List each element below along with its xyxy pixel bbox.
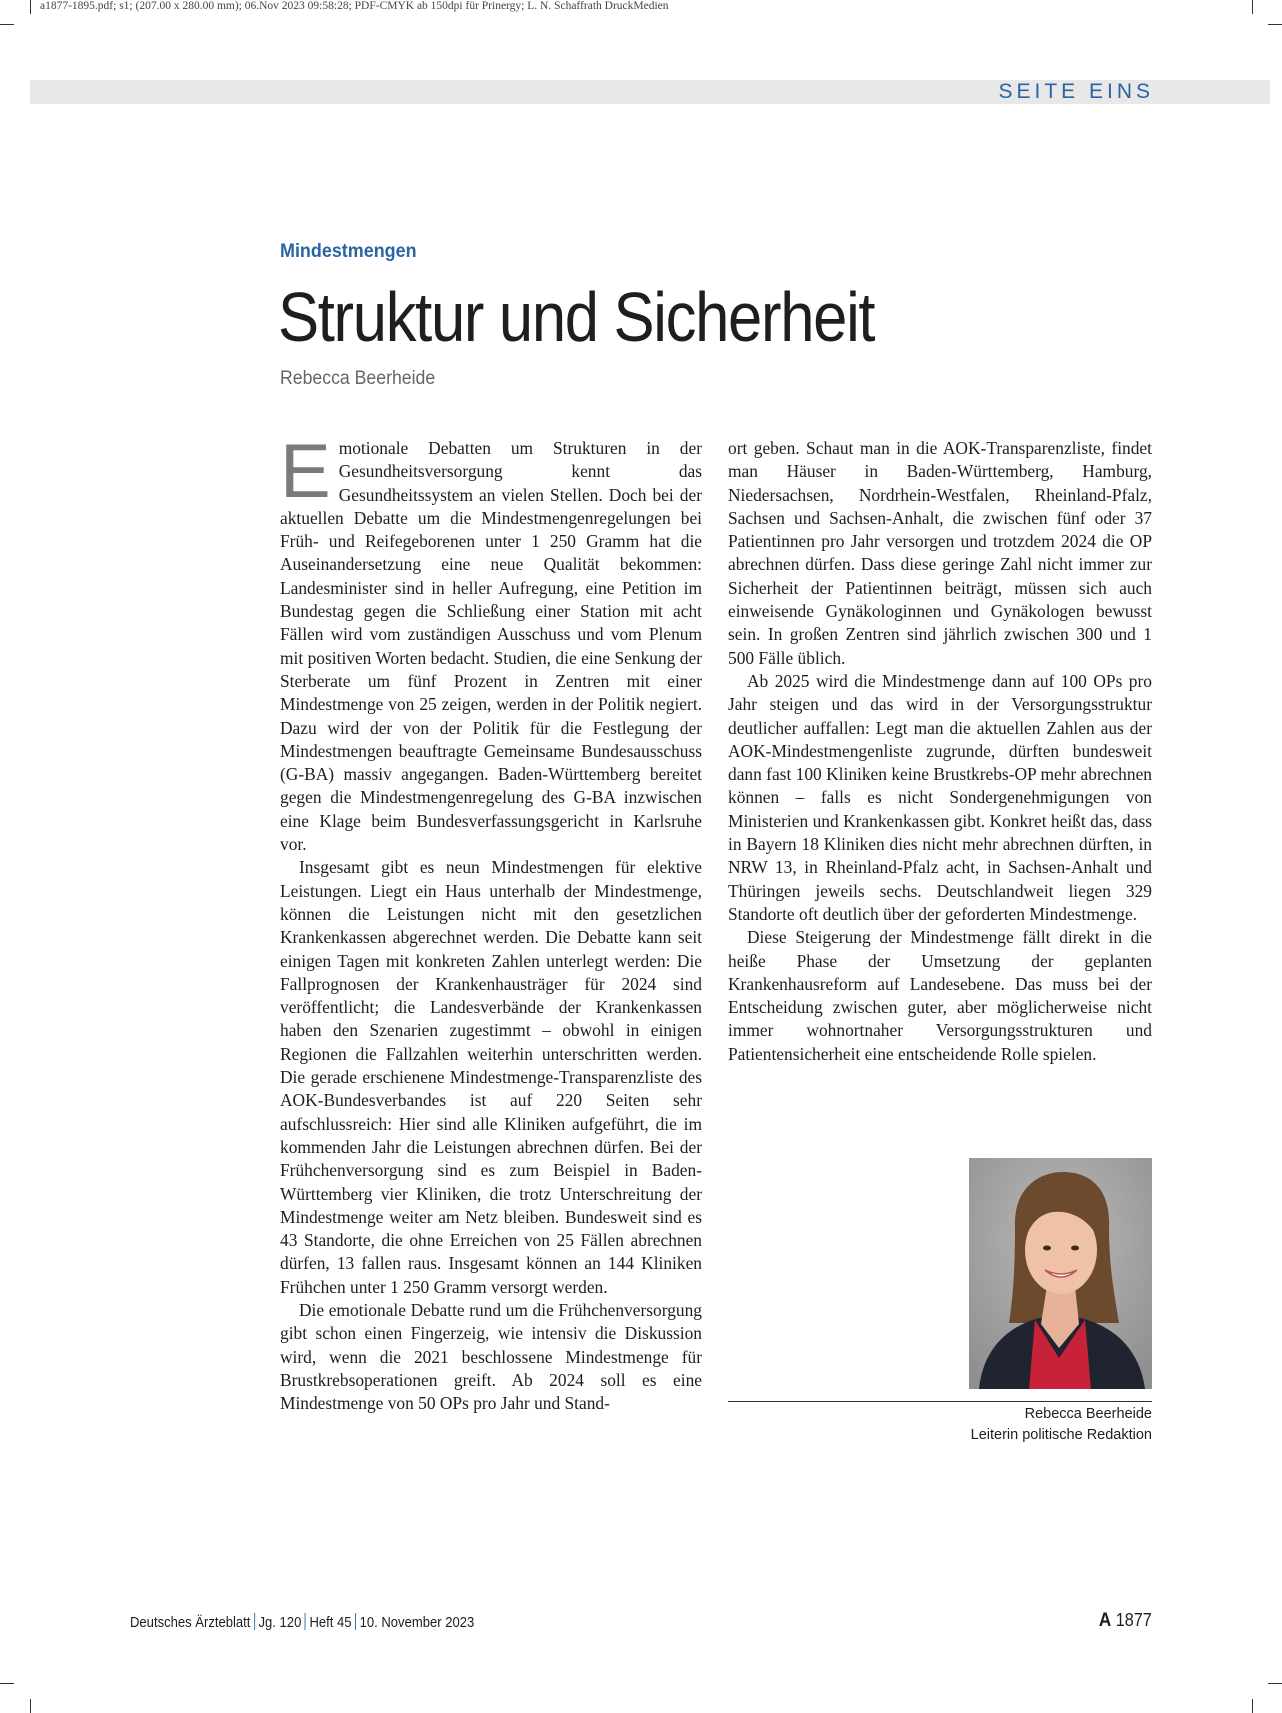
caption-name: Rebecca Beerheide <box>1024 1406 1152 1422</box>
paragraph: Die emotionale Debatte rund um die Frühchenversorgung gibt schon einen Fingerzeig, wie intensiv die Diskussion wird, wenn die 2021 beschlossene Mindestmenge für Brustkrebsoperationen greift. Ab 2024 soll es eine Mindestmenge von 50 OPs pro Jahr und Stand- <box>280 1299 702 1414</box>
page-prefix: A <box>1099 1610 1112 1631</box>
article-kicker: Mindestmengen <box>280 240 417 262</box>
caption-role: Leiterin politische Redaktion <box>970 1427 1152 1443</box>
paragraph <box>280 429 702 856</box>
article-column-1 <box>280 429 702 1415</box>
crop-mark <box>30 0 31 14</box>
crop-mark <box>1268 24 1282 25</box>
portrait-illustration <box>969 1158 1152 1389</box>
separator <box>254 1613 255 1630</box>
paragraph-text: motionale Debatten um Strukturen in der Gesundheitsversorgung kennt das Gesundheitssystem an vielen Stellen. Doch bei der aktuellen Debatte um die Mindestmengenregelungen bei Früh- und Reifegeborenen unter 1 250 Gramm hat die Auseinandersetzung eine neue Qualität bekommen: Landesminister sind in heller Aufregung, eine Petition im Bundestag gegen die Schließung einer Station mit acht Fällen wird vom zuständigen Ausschuss und vom Plenum mit positiven Worten bedacht. Studien, die eine Senkung der Sterberate um fünf Prozent in Zentren mit einer Mindestmenge von 25 zeigen, werden in der Politik negiert. Dazu wird der von der Politik für die Festlegung der Mindestmengen beauftragte Gemeinsame Bundesausschuss (G-BA) massiv angegangen. Baden-Württemberg bereitet gegen die Mindestmengenregelung des G-BA inzwischen eine Klage beim Bundesverfassungsgericht in Karlsruhe vor. <box>280 438 702 855</box>
journal-name: Deutsches Ärzteblatt <box>130 1615 251 1631</box>
issue-date: 10. November 2023 <box>359 1615 475 1631</box>
section-label: SEITE EINS <box>998 80 1154 103</box>
article-headline: Struktur und Sicherheit <box>278 278 875 356</box>
footer-citation <box>130 1613 474 1631</box>
page-number <box>1099 1610 1152 1632</box>
crop-mark <box>0 24 14 25</box>
paragraph: Insgesamt gibt es neun Mindestmengen für elektive Leistungen. Liegt ein Haus unterhalb der Mindestmenge, können die Leistungen nicht mit den gesetzlichen Krankenkassen abgerechnet werden. Die Debatte kann seit einigen Tagen mit konkreten Zahlen unterlegt werden: Die Fallprognosen der Krankenhausträger für 2024 sind veröffentlicht; die Landesverbände der Krankenkassen haben den Szenarien zugestimmt – obwohl in einigen Regionen die Fallzahlen weiterhin unterschritten werden. Die gerade erschienene Mindestmenge-Transparenzliste des AOK-Bundesverbandes ist auf 220 Seiten sehr aufschlussreich: Hier sind alle Kliniken aufgeführt, die im kommenden Jahr die Leistungen abrechnen dürfen. Bei der Frühchenversorgung sind es zum Beispiel in Baden-Württemberg vier Kliniken, die trotz Unterschreitung der Mindestmenge weiter am Netz bleiben. Bundesweit sind es 43 Standorte, die ohne Erreichen von 25 Fällen abrechnen dürfen, 13 fallen raus. Insgesamt können an 144 Kliniken Frühchen unter 1 250 Gramm versorgt werden. <box>280 857 702 1297</box>
crop-mark <box>1252 0 1253 14</box>
paragraph: Diese Steigerung der Mindestmenge fällt direkt in die heiße Phase der Umsetzung der geplanten Krankenhausreform auf Landesebene. Das muss bei der Entscheidung zwischen guter, aber möglicherweise nicht immer wohnortnaher Versorgungsstrukturen und Patientensicherheit eine entscheidende Rolle spielen. <box>728 927 1152 1064</box>
separator <box>355 1613 356 1630</box>
issue: Heft 45 <box>309 1615 352 1631</box>
crop-mark <box>30 1699 31 1713</box>
separator <box>305 1613 306 1630</box>
article-column-2 <box>728 437 1152 1066</box>
volume: Jg. 120 <box>258 1615 302 1631</box>
page-value: 1877 <box>1115 1610 1152 1630</box>
article-author: Rebecca Beerheide <box>280 368 436 389</box>
print-header: a1877-1895.pdf; s1; (207.00 x 280.00 mm); 06.Nov 2023 09:58:28; PDF-CMYK ab 150dpi für Prinergy; L. N. Schaffrath DruckMedien <box>40 0 669 12</box>
crop-mark <box>0 1683 14 1684</box>
paragraph: Ab 2025 wird die Mindestmenge dann auf 100 OPs pro Jahr steigen und das wird in der Versorgungsstruktur deutlicher auffallen: Legt man die aktuellen Zahlen aus der AOK-Mindestmengenliste zugrunde, dürften bundesweit dann fast 100 Kliniken keine Brustkrebs-OP mehr abrechnen können – falls es nicht Sondergenehmigungen von Ministerien und Krankenkassen gibt. Konkret heißt das, dass in Bayern 18 Kliniken dies nicht mehr abrechnen dürften, in NRW 13, in Rheinland-Pfalz acht, in Sachsen-Anhalt und Thüringen jeweils sechs. Deutschlandweit liegen 329 Standorte oft deutlich über der geforderten Mindestmenge. <box>728 670 1152 924</box>
crop-mark <box>1252 1699 1253 1713</box>
crop-mark <box>1268 1683 1282 1684</box>
paragraph: ort geben. Schaut man in die AOK-Transparenzliste, findet man Häuser in Baden-Württemberg, Hamburg, Niedersachsen, Nordrhein-Westfalen, Rheinland-Pfalz, Sachsen und Sachsen-Anhalt, die zwischen fünf oder 37 Patientinnen pro Jahr versorgen und trotzdem 2024 die OP abrechnen dürfen. Dass diese geringe Zahl nicht immer zur Sicherheit der Patientinnen beiträgt, müssen sich auch einweisende Gynäkologinnen und Gynäkologen bewusst sein. In großen Zentren sind jährlich zwischen 300 und 1 500 Fälle üblich. <box>728 438 1152 668</box>
author-photo <box>969 1158 1152 1389</box>
drop-cap: E <box>280 429 331 514</box>
caption-rule <box>728 1401 1152 1402</box>
photo-caption <box>971 1404 1152 1446</box>
